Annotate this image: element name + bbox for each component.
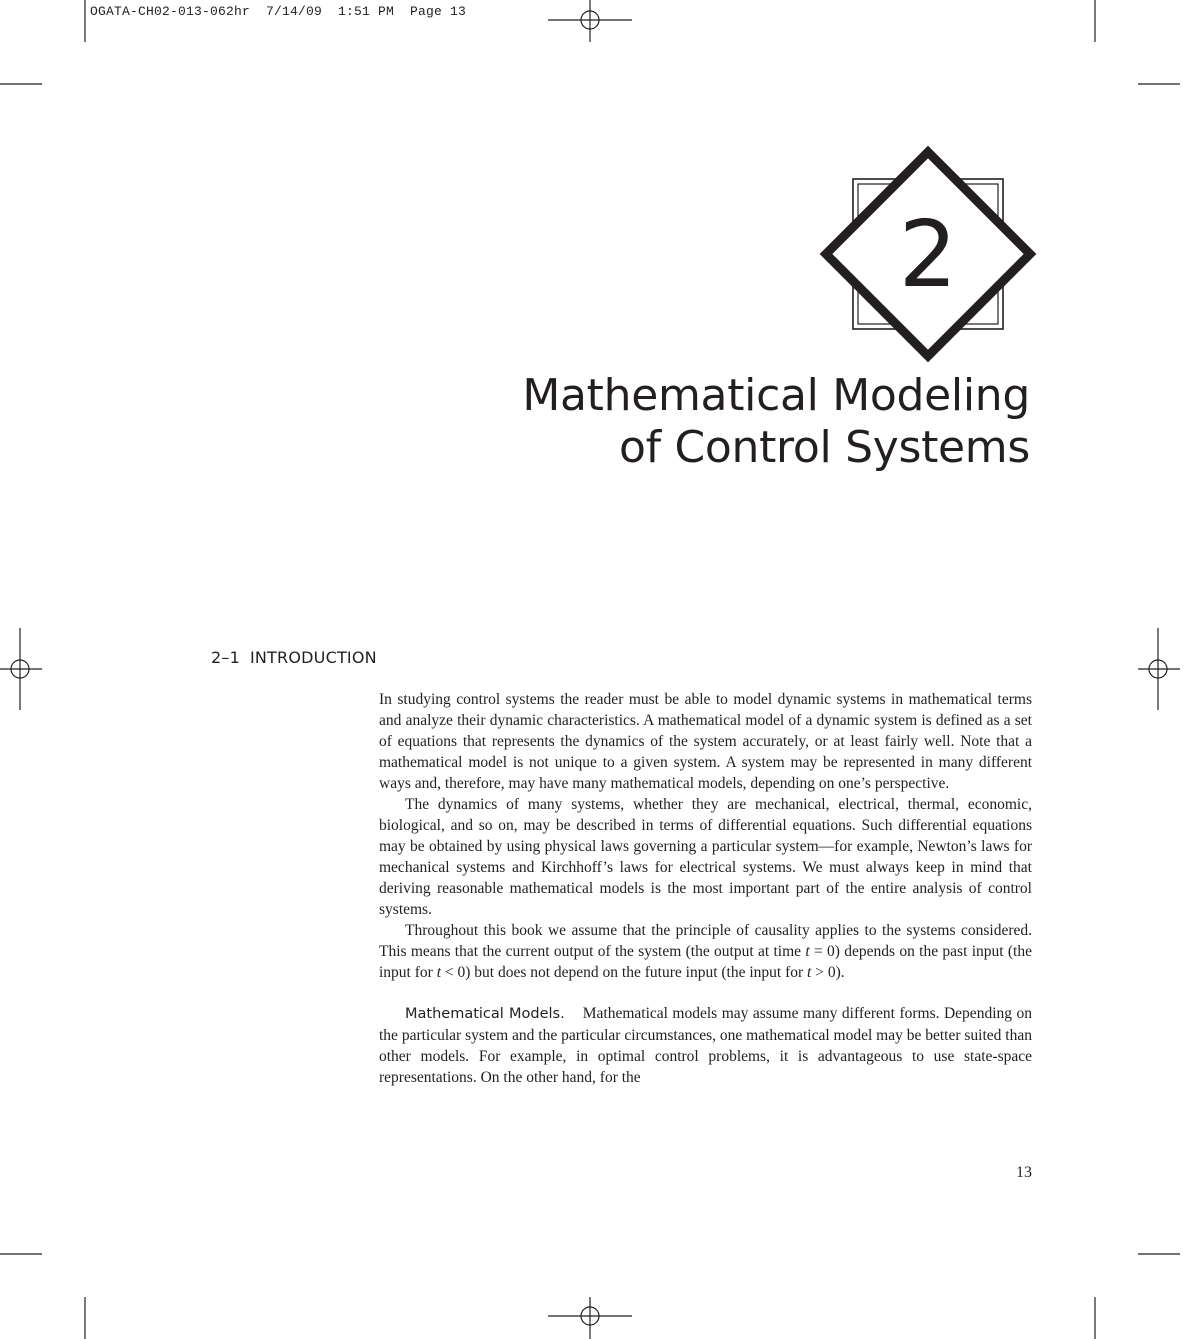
registration-mark-bottom [548, 1297, 632, 1339]
variable-t: t [807, 964, 812, 981]
paragraph-intro: In studying control systems the reader must be able to model dynamic systems in mathematical terms and analyze their dynamic characteristics. A mathematical model of a dynamic system is defined as a set of equations that represents the dynamics of the system accurately, or at least fairly well. Note that a mathematical model is not unique to a given system. A system may be represented in many different ways and, therefore, may have many mathematical models, depending on one’s perspective. [379, 691, 1032, 792]
chapter-title-line-1: Mathematical Modeling [522, 370, 1030, 421]
variable-t: t [805, 943, 810, 960]
chapter-number: 2 [898, 201, 958, 308]
paragraph-mathematical-models: Mathematical Models. Mathematical models may assume many different forms. Depending on the particular system and the particular circumstances, one mathematical model may be better suited than other models. For example, in optimal control problems, it is advantageous to use state-space representations. On the other hand, for the [379, 1005, 1032, 1086]
registration-mark-top [548, 0, 632, 42]
variable-t: t [436, 964, 441, 981]
section-number: 2–1 [211, 648, 240, 667]
chapter-title [522, 370, 1030, 474]
body-text [379, 689, 1032, 1088]
print-slug: OGATA-CH02-013-062hr 7/14/09 1:51 PM Page 13 [90, 4, 467, 19]
registration-mark-right [1138, 628, 1180, 710]
chapter-title-line-2: of Control Systems [618, 422, 1030, 473]
paragraph-dynamics: The dynamics of many systems, whether they are mechanical, electrical, thermal, economic, biological, and so on, may be described in terms of differential equations. Such differential equations may be obtained by using physical laws governing a particular system—for example, Newton’s laws for mechanical systems and Kirchhoff’s laws for electrical systems. We must always keep in mind that deriving reasonable mathematical models is the most important part of the entire analysis of control systems. [379, 796, 1032, 918]
registration-mark-left [0, 628, 42, 710]
section-heading [211, 648, 377, 667]
run-in-heading: Mathematical Models. [405, 1006, 565, 1022]
section-title: INTRODUCTION [249, 648, 377, 667]
paragraph-causality: Throughout this book we assume that the principle of causality applies to the systems considered. This means that the current output of the system (the output at time t = 0) depends on the past input (the input for t < 0) but does not depend on the future input (the input for t > 0). [379, 922, 1032, 981]
page-number: 13 [1016, 1164, 1032, 1181]
chapter-emblem [818, 144, 1038, 364]
